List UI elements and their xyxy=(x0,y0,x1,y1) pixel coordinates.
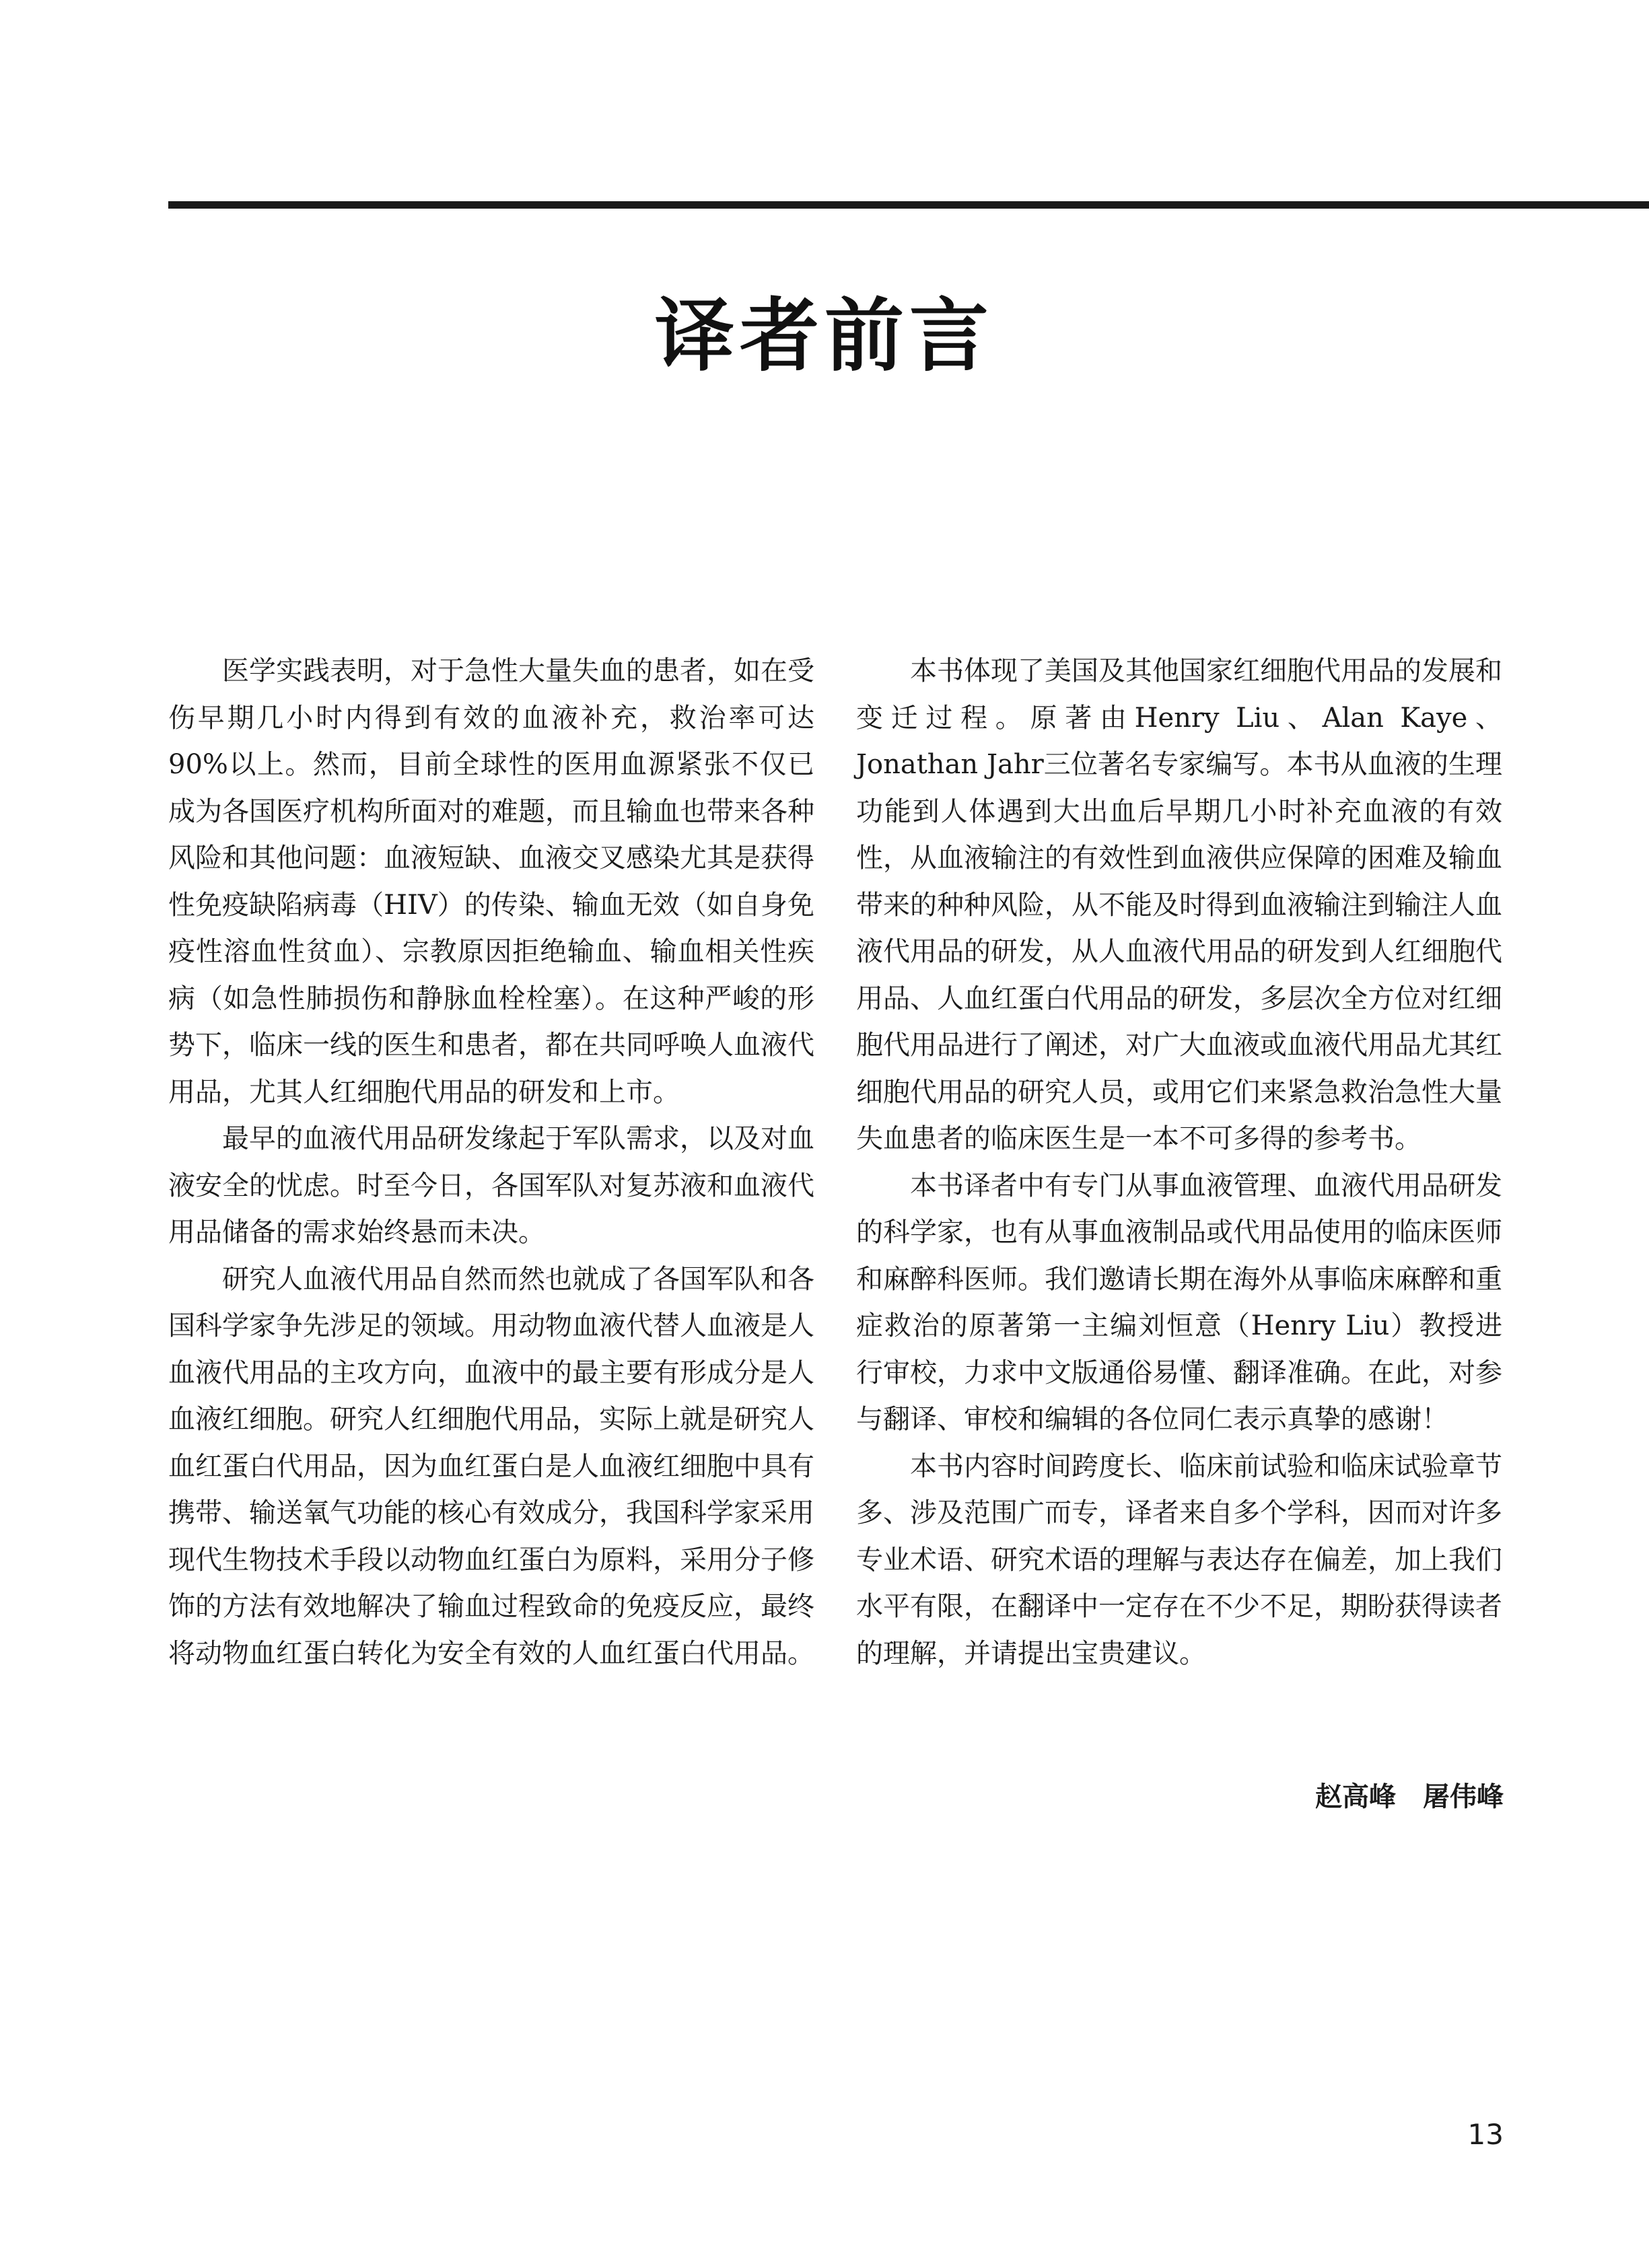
page-title: 译者前言 xyxy=(654,289,994,383)
paragraph: 医学实践表明，对于急性大量失血的患者，如在受伤早期几小时内得到有效的血液补充，救治率可达90%以上。然而，目前全球性的医用血源紧张不仅已成为各国医疗机构所面对的难题，而且输血也带来各种风险和其他问题：血液短缺、血液交叉感染尤其是获得性免疫缺陷病毒（HIV）的传染、输血无效（如自身免疫性溶血性贫血）、宗教原因拒绝输血、输血相关性疾病（如急性肺损伤和静脉血栓栓塞）。在这种严峻的形势下，临床一线的医生和患者，都在共同呼唤人血液代用品，尤其人红细胞代用品的研发和上市。 xyxy=(168,655,814,1108)
paragraph: 本书体现了美国及其他国家红细胞代用品的发展和变迁过程。原著由Henry Liu、Alan Kaye、Jonathan Jahr三位著名专家编写。本书从血液的生理功能到人体遇到大出血后早期几小时补充血液的有效性，从血液输注的有效性到血液供应保障的困难及输血带来的种种风险，从不能及时得到血液输注到输注人血液代用品的研发，从人血液代用品的研发到人红细胞代用品、人血红蛋白代用品的研发，多层次全方位对红细胞代用品进行了阐述，对广大血液或血液代用品尤其红细胞代用品的研究人员，或用它们来紧急救治急性大量失血患者的临床医生是一本不可多得的参考书。 xyxy=(856,655,1502,1154)
right-column xyxy=(856,648,1502,1677)
translator-signature: 赵高峰 屠伟峰 xyxy=(1315,1781,1504,1812)
paragraph: 本书内容时间跨度长、临床前试验和临床试验章节多、涉及范围广而专，译者来自多个学科，因而对许多专业术语、研究术语的理解与表达存在偏差，加上我们水平有限，在翻译中一定存在不少不足，期盼获得读者的理解，并请提出宝贵建议。 xyxy=(856,1450,1502,1669)
header-rule xyxy=(168,201,1649,209)
paragraph: 本书译者中有专门从事血液管理、血液代用品研发的科学家，也有从事血液制品或代用品使用的临床医师和麻醉科医师。我们邀请长期在海外从事临床麻醉和重症救治的原著第一主编刘恒意（Henry Liu）教授进行审校，力求中文版通俗易懂、翻译准确。在此，对参与翻译、审校和编辑的各位同仁表示真挚的感谢！ xyxy=(856,1170,1502,1435)
page-number: 13 xyxy=(1467,2118,1504,2151)
left-column xyxy=(168,648,814,1677)
paragraph: 最早的血液代用品研发缘起于军队需求，以及对血液安全的忧虑。时至今日，各国军队对复苏液和血液代用品储备的需求始终悬而未决。 xyxy=(168,1123,814,1248)
paragraph: 研究人血液代用品自然而然也就成了各国军队和各国科学家争先涉足的领域。用动物血液代替人血液是人血液代用品的主攻方向，血液中的最主要有形成分是人血液红细胞。研究人红细胞代用品，实际上就是研究人血红蛋白代用品，因为血红蛋白是人血液红细胞中具有携带、输送氧气功能的核心有效成分，我国科学家采用现代生物技术手段以动物血红蛋白为原料，采用分子修饰的方法有效地解决了输血过程致命的免疫反应，最终将动物血红蛋白转化为安全有效的人血红蛋白代用品。 xyxy=(168,1263,814,1669)
